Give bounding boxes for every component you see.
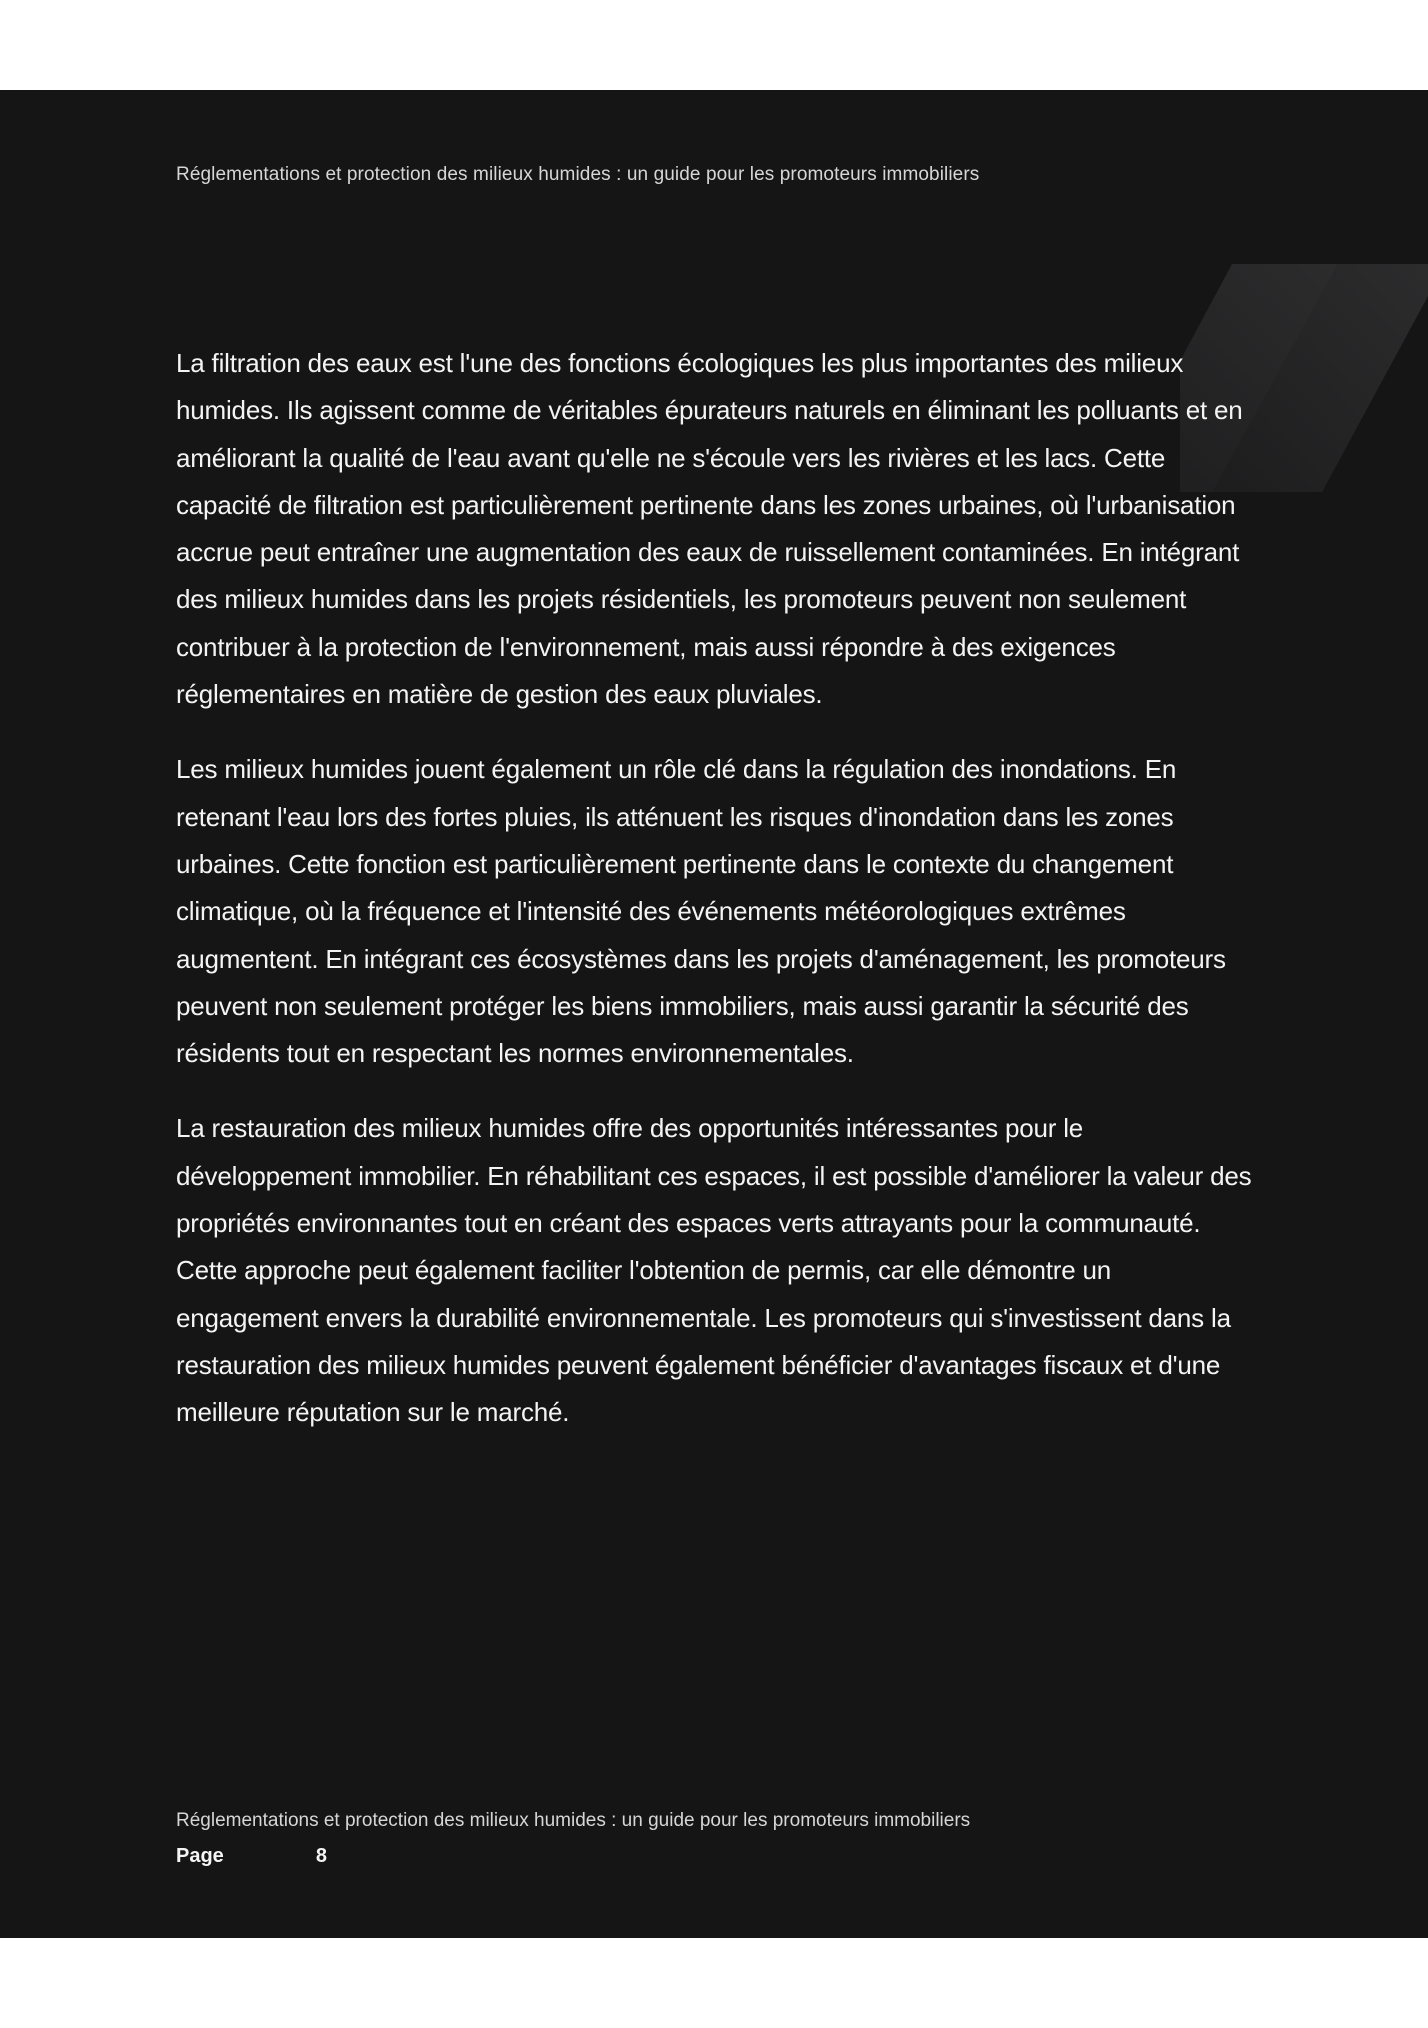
body-text (176, 340, 1256, 1465)
page-label: Page (176, 1845, 224, 1867)
paragraph-wetland-restoration: La restauration des milieux humides offre des opportunités intéressantes pour le développement immobilier. En réhabilitant ces espaces, il est possible d'améliorer la valeur des propriétés environnantes tout en créant des espaces verts attrayants pour la communauté. Cette approche peut également faciliter l'obtention de permis, car elle démontre un engagement envers la durabilité environnementale. Les promoteurs qui s'investissent dans la restauration des milieux humides peuvent également bénéficier d'avantages fiscaux et d'une meilleure réputation sur le marché. (176, 1113, 1252, 1428)
page-number-footer (176, 1845, 327, 1868)
header-title: Réglementations et protection des milieux humides : un guide pour les promoteurs immobiliers (176, 164, 980, 185)
footer-title: Réglementations et protection des milieux humides : un guide pour les promoteurs immobiliers (176, 1810, 971, 1831)
document-page (0, 90, 1428, 1938)
paragraph-flood-regulation: Les milieux humides jouent également un rôle clé dans la régulation des inondations. En retenant l'eau lors des fortes pluies, ils atténuent les risques d'inondation dans les zones urbaines. Cette fonction est particulièrement pertinente dans le contexte du changement climatique, où la fréquence et l'intensité des événements météorologiques extrêmes augmentent. En intégrant ces écosystèmes dans les projets d'aménagement, les promoteurs peuvent non seulement protéger les biens immobiliers, mais aussi garantir la sécurité des résidents tout en respectant les normes environnementales. (176, 754, 1226, 1069)
paragraph-water-filtration: La filtration des eaux est l'une des fonctions écologiques les plus importantes des milieux humides. Ils agissent comme de véritables épurateurs naturels en éliminant les polluants et en améliorant la qualité de l'eau avant qu'elle ne s'écoule vers les rivières et les lacs. Cette capacité de filtration est particulièrement pertinente dans les zones urbaines, où l'urbanisation accrue peut entraîner une augmentation des eaux de ruissellement contaminées. En intégrant des milieux humides dans les projets résidentiels, les promoteurs peuvent non seulement contribuer à la protection de l'environnement, mais aussi répondre à des exigences réglementaires en matière de gestion des eaux pluviales. (176, 348, 1243, 710)
page-number: 8 (315, 1845, 327, 1867)
